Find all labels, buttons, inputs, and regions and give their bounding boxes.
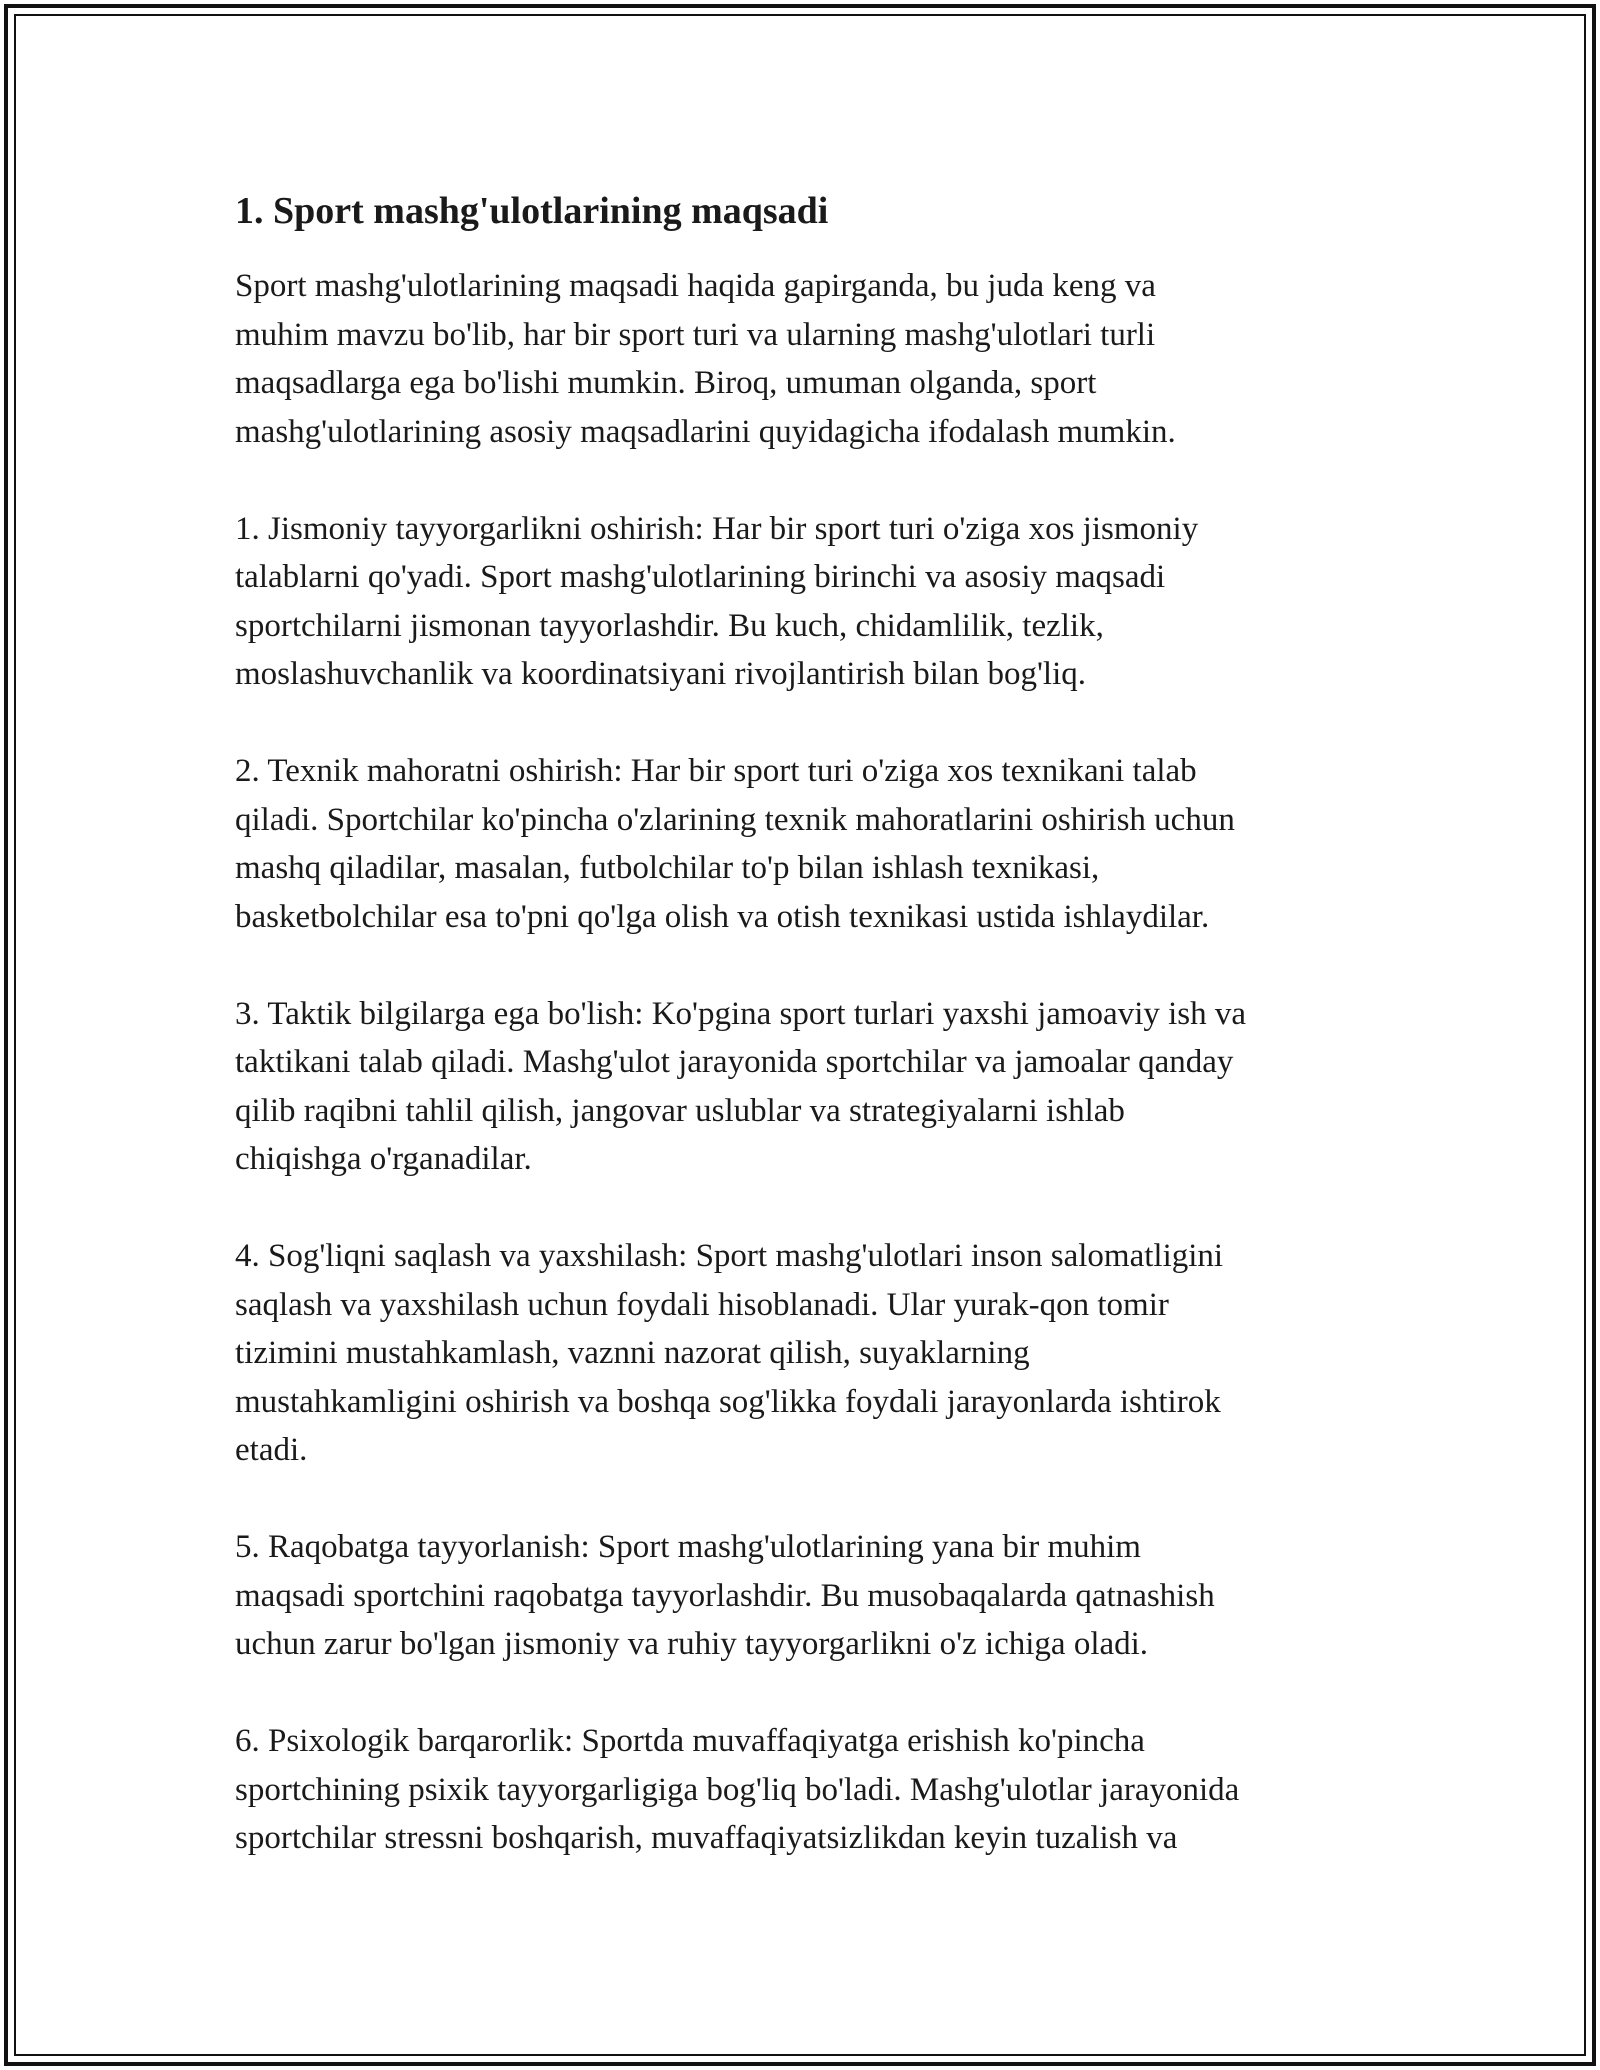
text-line: muhim mavzu bo'lib, har bir sport turi va ularning mashg'ulotlari turli — [235, 316, 1156, 353]
text-line: 6. Psixologik barqarorlik: Sportda muvaffaqiyatga erishish ko'pincha — [235, 1723, 1145, 1759]
text-line: 2. Texnik mahoratni oshirish: Har bir sport turi o'ziga xos texnikani talab — [235, 753, 1197, 789]
text-line: saqlash va yaxshilash uchun foydali hisoblanadi. Ular yurak-qon tomir — [235, 1286, 1169, 1323]
page-title: 1. Sport mashg'ulotlarining maqsadi — [235, 190, 829, 232]
goal-paragraph-6 — [235, 1717, 1415, 1863]
text-line: maqsadi sportchini raqobatga tayyorlashdir. Bu musobaqalarda qatnashish — [235, 1577, 1215, 1614]
text-line: taktikani talab qiladi. Mashg'ulot jarayonida sportchilar va jamoalar qanday — [235, 1044, 1234, 1080]
text-line: talablarni qo'yadi. Sport mashg'ulotlarining birinchi va asosiy maqsadi — [235, 559, 1166, 595]
text-line: sportchilarni jismonan tayyorlashdir. Bu kuch, chidamlilik, tezlik, — [235, 607, 1104, 644]
text-line: etadi. — [235, 1432, 308, 1468]
text-line: qiladi. Sportchilar ko'pincha o'zlarining texnik mahoratlarini oshirish uchun — [235, 801, 1235, 838]
document-body — [235, 186, 1415, 1911]
text-line: Sport mashg'ulotlarining maqsadi haqida gapirganda, bu juda keng va — [235, 268, 1156, 304]
goal-paragraph-2 — [235, 747, 1415, 941]
goal-paragraph-1 — [235, 505, 1415, 699]
goal-paragraph-3 — [235, 990, 1415, 1184]
paragraph-list — [235, 262, 1415, 1863]
text-line: 3. Taktik bilgilarga ega bo'lish: Ko'pgina sport turlari yaxshi jamoaviy ish va — [235, 995, 1247, 1032]
text-line: moslashuvchanlik va koordinatsiyani rivojlantirish bilan bog'liq. — [235, 656, 1086, 692]
text-line: 5. Raqobatga tayyorlanish: Sport mashg'ulotlarining yana bir muhim — [235, 1529, 1141, 1565]
text-line: sportchilar stressni boshqarish, muvaffaqiyatsizlikdan keyin tuzalish va — [235, 1820, 1178, 1856]
text-line: basketbolchilar esa to'pni qo'lga olish va otish texnikasi ustida ishlaydilar. — [235, 898, 1210, 935]
text-line: mustahkamligini oshirish va boshqa sog'likka foydali jarayonlarda ishtirok — [235, 1383, 1221, 1420]
text-line: tizimini mustahkamlash, vaznni nazorat qilish, suyaklarning — [235, 1335, 1030, 1371]
text-line: qilib raqibni tahlil qilish, jangovar uslublar va strategiyalarni ishlab — [235, 1092, 1125, 1129]
text-line: mashg'ulotlarining asosiy maqsadlarini quyidagicha ifodalash mumkin. — [235, 413, 1176, 450]
text-line: maqsadlarga ega bo'lishi mumkin. Biroq, umuman olganda, sport — [235, 365, 1097, 401]
text-line: chiqishga o'rganadilar. — [235, 1141, 532, 1177]
goal-paragraph-4 — [235, 1232, 1415, 1475]
intro-paragraph — [235, 262, 1415, 456]
text-line: 4. Sog'liqni saqlash va yaxshilash: Sport mashg'ulotlari inson salomatligini — [235, 1238, 1224, 1274]
text-line: 1. Jismoniy tayyorgarlikni oshirish: Har bir sport turi o'ziga xos jismoniy — [235, 510, 1199, 547]
text-line: sportchining psixik tayyorgarligiga bog'liq bo'ladi. Mashg'ulotlar jarayonida — [235, 1771, 1240, 1808]
goal-paragraph-5 — [235, 1523, 1415, 1669]
text-line: mashq qiladilar, masalan, futbolchilar to'p bilan ishlash texnikasi, — [235, 850, 1100, 886]
text-line: uchun zarur bo'lgan jismoniy va ruhiy tayyorgarlikni o'z ichiga oladi. — [235, 1626, 1149, 1662]
